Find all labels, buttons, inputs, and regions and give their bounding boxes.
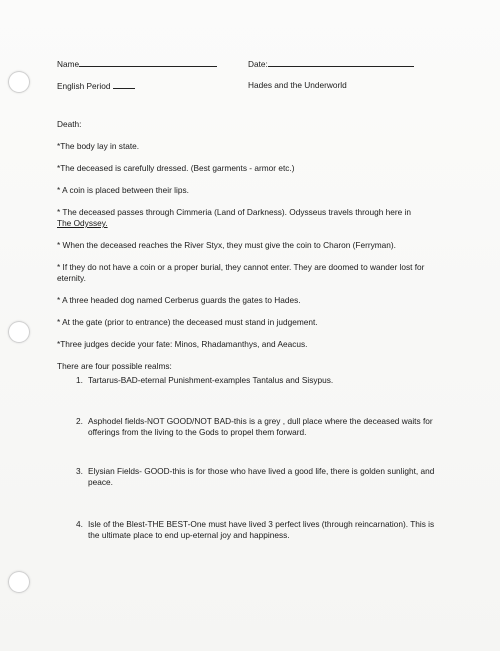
punch-hole — [8, 321, 30, 343]
book-title: The Odyssey. — [57, 218, 108, 228]
realm-number: 1. — [76, 375, 83, 385]
realm-text: Isle of the Blest-THE BEST-One must have lived 3 perfect lives (through reincarnation). This is the ultimate place to end up-eternal joy and happiness. — [88, 519, 435, 540]
bullet-item: *The body lay in state. — [57, 141, 140, 151]
bullet-item: * At the gate (prior to entrance) the deceased must stand in judgement. — [57, 317, 318, 327]
punch-hole — [8, 71, 30, 93]
realm-text: Elysian Fields- GOOD-this is for those who have lived a good life, there is golden sunlight, and peace. — [88, 466, 435, 487]
bullet-item: * A three headed dog named Cerberus guards the gates to Hades. — [57, 295, 301, 305]
death-section — [57, 119, 447, 372]
bullet-item: * A coin is placed between their lips. — [57, 185, 189, 195]
realms-intro: There are four possible realms: — [57, 361, 172, 371]
realm-item — [76, 416, 446, 438]
realm-number: 2. — [76, 416, 83, 426]
realm-number: 4. — [76, 519, 83, 529]
section-title: Death: — [57, 119, 82, 129]
bullet-item: * The deceased passes through Cimmeria (Land of Darkness). Odysseus travels through here in — [57, 207, 412, 217]
worksheet-title: Hades and the Underworld — [248, 80, 347, 90]
period-label: English Period — [57, 81, 111, 91]
date-blank — [268, 58, 414, 67]
bullet-item: * When the deceased reaches the River Styx, they must give the coin to Charon (Ferryman). — [57, 240, 396, 250]
bullet-item: *The deceased is carefully dressed. (Best garments - armor etc.) — [57, 163, 295, 173]
period-blank — [113, 80, 135, 89]
bullet-item: *Three judges decide your fate: Minos, Rhadamanthys, and Aeacus. — [57, 339, 308, 349]
realm-number: 3. — [76, 466, 83, 476]
realm-item — [76, 466, 446, 488]
name-blank — [79, 58, 217, 67]
bullet-item: * If they do not have a coin or a proper burial, they cannot enter. They are doomed to wander lost for eternity. — [57, 262, 425, 283]
realm-item — [76, 519, 446, 541]
realm-text: Tartarus-BAD-eternal Punishment-examples Tantalus and Sisypus. — [88, 375, 334, 385]
name-label: Name — [57, 59, 80, 69]
date-label: Date: — [248, 59, 268, 69]
punch-hole — [8, 571, 30, 593]
date-line — [248, 58, 414, 69]
period-line — [57, 80, 135, 91]
name-line — [57, 58, 217, 69]
realm-text: Asphodel fields-NOT GOOD/NOT BAD-this is a grey , dull place where the deceased waits for offerings from the living to the Gods to propel them forward. — [88, 416, 433, 437]
realm-item — [76, 375, 446, 386]
